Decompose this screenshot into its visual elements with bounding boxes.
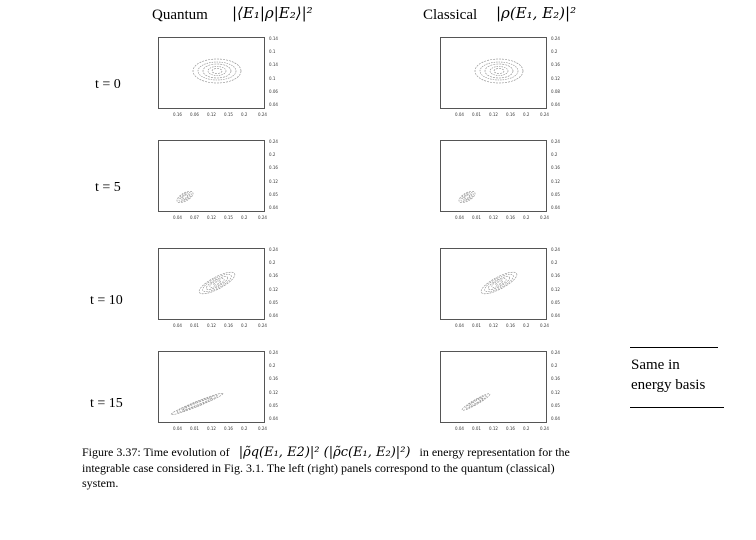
x-tick-label: 0.24 <box>540 323 549 328</box>
x-tick-label: 0.16 <box>224 323 233 328</box>
y-tick-label: 0.16 <box>269 165 278 171</box>
classical-panel-row3 <box>440 350 560 431</box>
contour-line <box>464 194 470 199</box>
contour-line <box>197 268 238 297</box>
quantum-panel-row2 <box>158 247 278 328</box>
x-tick-label: 0.2 <box>241 426 248 431</box>
y-tick-label: 0.2 <box>269 363 276 369</box>
quantum-column-title: Quantum <box>152 7 208 23</box>
y-tick-label: 0.24 <box>269 139 278 144</box>
y-tick-label: 0.16 <box>551 273 560 279</box>
y-tick-label: 0.2 <box>551 152 558 158</box>
y-tick-label: 0.04 <box>269 313 278 318</box>
x-tick-label: 0.01 <box>472 215 481 220</box>
contour-line <box>170 391 224 417</box>
caption-line1-rest: in energy representation for the <box>419 445 570 459</box>
figure-caption <box>82 445 682 492</box>
caption-line2: integrable case considered in Fig. 3.1. The left (right) panels correspond to the quantum (classical) <box>82 460 555 475</box>
y-tick-label: 0.04 <box>269 416 278 421</box>
contour-line <box>182 194 188 199</box>
quantum-panel-row3 <box>158 350 278 431</box>
x-tick-label: 0.12 <box>207 215 216 220</box>
x-tick-label: 0.2 <box>241 215 248 220</box>
quantum-panel-row0 <box>158 36 278 117</box>
side-note-top-rule <box>630 347 718 348</box>
contour-line <box>475 59 523 83</box>
contour-line <box>203 64 231 78</box>
x-tick-label: 0.04 <box>173 426 182 431</box>
y-tick-label: 0.12 <box>551 75 560 81</box>
contour-line <box>487 274 511 291</box>
x-tick-label: 0.16 <box>224 426 233 431</box>
x-tick-label: 0.06 <box>190 112 199 117</box>
x-tick-label: 0.01 <box>472 426 481 431</box>
x-tick-label: 0.15 <box>224 215 233 220</box>
quantum-panel-row1 <box>158 139 278 220</box>
row-label-t10: t = 10 <box>90 293 123 308</box>
y-tick-label: 0.05 <box>551 402 560 408</box>
contour-line <box>213 280 221 286</box>
x-tick-label: 0.12 <box>489 426 498 431</box>
y-tick-label: 0.04 <box>269 102 278 107</box>
x-tick-label: 0.15 <box>224 112 233 117</box>
y-tick-label: 0.05 <box>551 299 560 305</box>
classical-panel-row1 <box>440 139 560 220</box>
x-tick-label: 0.12 <box>207 112 216 117</box>
x-tick-label: 0.12 <box>207 323 216 328</box>
quantum-panel-row0-contours <box>159 38 264 108</box>
y-tick-label: 0.12 <box>551 286 560 292</box>
y-tick-label: 0.24 <box>551 139 560 144</box>
side-note-line1: Same in <box>631 357 680 373</box>
x-tick-label: 0.12 <box>207 426 216 431</box>
classical-column-title: Classical <box>423 7 478 23</box>
row-label-t5: t = 5 <box>95 180 121 195</box>
contour-line <box>480 62 518 80</box>
x-tick-label: 0.01 <box>190 323 199 328</box>
y-tick-label: 0.12 <box>269 178 278 184</box>
x-tick-label: 0.16 <box>506 426 515 431</box>
row-label-t0: t = 0 <box>95 77 121 92</box>
caption-prefix: Figure 3.37: Time evolution of <box>82 445 230 459</box>
x-tick-label: 0.24 <box>258 426 267 431</box>
x-tick-label: 0.04 <box>455 112 464 117</box>
y-tick-label: 0.12 <box>269 389 278 395</box>
x-tick-label: 0.24 <box>540 112 549 117</box>
quantum-panel-row3-contours <box>159 352 264 422</box>
y-tick-label: 0.04 <box>551 205 560 210</box>
y-tick-label: 0.2 <box>551 49 558 55</box>
side-note-bottom-rule <box>630 407 724 408</box>
x-tick-label: 0.24 <box>258 215 267 220</box>
x-tick-label: 0.01 <box>190 426 199 431</box>
y-tick-label: 0.12 <box>551 389 560 395</box>
x-tick-label: 0.04 <box>455 215 464 220</box>
row-label-t15: t = 15 <box>90 396 123 411</box>
contour-line <box>461 392 491 412</box>
contour-line <box>176 394 218 414</box>
y-tick-label: 0.12 <box>269 286 278 292</box>
x-tick-label: 0.24 <box>540 426 549 431</box>
contour-line <box>465 394 488 409</box>
x-tick-label: 0.16 <box>506 323 515 328</box>
contour-line <box>494 69 504 74</box>
contour-line <box>490 67 508 76</box>
quantum-panel-row1-contours <box>159 141 264 211</box>
classical-formula: |ρ(E₁, E₂)|² <box>496 4 577 22</box>
y-tick-label: 0.16 <box>269 273 278 279</box>
y-tick-label: 0.14 <box>269 62 278 68</box>
x-tick-label: 0.2 <box>241 112 248 117</box>
y-tick-label: 0.24 <box>269 350 278 355</box>
y-tick-label: 0.16 <box>551 62 560 68</box>
x-tick-label: 0.07 <box>190 215 199 220</box>
x-tick-label: 0.12 <box>489 215 498 220</box>
y-tick-label: 0.24 <box>551 350 560 355</box>
y-tick-label: 0.04 <box>551 416 560 421</box>
x-tick-label: 0.04 <box>455 426 464 431</box>
classical-panel-row2-contours <box>441 249 546 319</box>
y-tick-label: 0.05 <box>269 299 278 305</box>
y-tick-label: 0.04 <box>551 102 560 107</box>
contour-line <box>462 193 473 201</box>
y-tick-label: 0.05 <box>269 191 278 197</box>
y-tick-label: 0.05 <box>269 402 278 408</box>
contour-line <box>193 59 241 83</box>
quantum-formula: |⟨E₁|ρ|E₂⟩|² <box>232 4 313 22</box>
x-tick-label: 0.16 <box>173 112 182 117</box>
side-note-line2: energy basis <box>631 377 706 393</box>
y-tick-label: 0.16 <box>551 165 560 171</box>
x-tick-label: 0.04 <box>455 323 464 328</box>
caption-formula: |ρ̃q(E₁, E2)|² (|ρ̃c(E₁, E₂)|²) <box>238 445 411 460</box>
y-tick-label: 0.2 <box>269 152 276 158</box>
x-tick-label: 0.2 <box>241 323 248 328</box>
caption-line3: system. <box>82 476 119 490</box>
y-tick-label: 0.2 <box>551 363 558 369</box>
y-tick-label: 0.2 <box>269 260 276 266</box>
x-tick-label: 0.12 <box>489 112 498 117</box>
x-tick-label: 0.2 <box>523 215 530 220</box>
x-tick-label: 0.12 <box>489 323 498 328</box>
y-tick-label: 0.14 <box>269 36 278 41</box>
x-tick-label: 0.04 <box>173 215 182 220</box>
x-tick-label: 0.16 <box>506 112 515 117</box>
quantum-panel-row2-contours <box>159 249 264 319</box>
contour-line <box>175 189 195 205</box>
classical-panel-row0-contours <box>441 38 546 108</box>
contour-line <box>208 67 226 76</box>
y-tick-label: 0.16 <box>551 376 560 382</box>
y-tick-label: 0.2 <box>551 260 558 266</box>
classical-panel-row0 <box>440 36 560 117</box>
classical-panel-row2 <box>440 247 560 328</box>
x-tick-label: 0.01 <box>472 323 481 328</box>
x-tick-label: 0.2 <box>523 323 530 328</box>
contour-line <box>485 64 513 78</box>
y-tick-label: 0.24 <box>551 247 560 252</box>
y-tick-label: 0.12 <box>551 178 560 184</box>
contour-line <box>495 280 503 286</box>
contour-line <box>479 268 520 297</box>
x-tick-label: 0.24 <box>258 112 267 117</box>
y-tick-label: 0.08 <box>551 88 560 94</box>
contour-line <box>182 397 212 411</box>
contour-line <box>180 193 191 201</box>
y-tick-label: 0.04 <box>551 313 560 318</box>
contour-line <box>198 62 236 80</box>
y-tick-label: 0.05 <box>551 191 560 197</box>
x-tick-label: 0.2 <box>523 426 530 431</box>
classical-panel-row3-contours <box>441 352 546 422</box>
x-tick-label: 0.2 <box>523 112 530 117</box>
x-tick-label: 0.24 <box>540 215 549 220</box>
y-tick-label: 0.24 <box>551 36 560 41</box>
contour-line <box>205 274 229 291</box>
y-tick-label: 0.24 <box>269 247 278 252</box>
contour-line <box>212 69 222 74</box>
y-tick-label: 0.1 <box>269 75 276 81</box>
contour-line <box>457 189 477 205</box>
x-tick-label: 0.24 <box>258 323 267 328</box>
y-tick-label: 0.1 <box>269 49 276 55</box>
y-tick-label: 0.04 <box>269 205 278 210</box>
x-tick-label: 0.01 <box>472 112 481 117</box>
x-tick-label: 0.16 <box>506 215 515 220</box>
y-tick-label: 0.06 <box>269 88 278 94</box>
y-tick-label: 0.16 <box>269 376 278 382</box>
x-tick-label: 0.04 <box>173 323 182 328</box>
classical-panel-row1-contours <box>441 141 546 211</box>
